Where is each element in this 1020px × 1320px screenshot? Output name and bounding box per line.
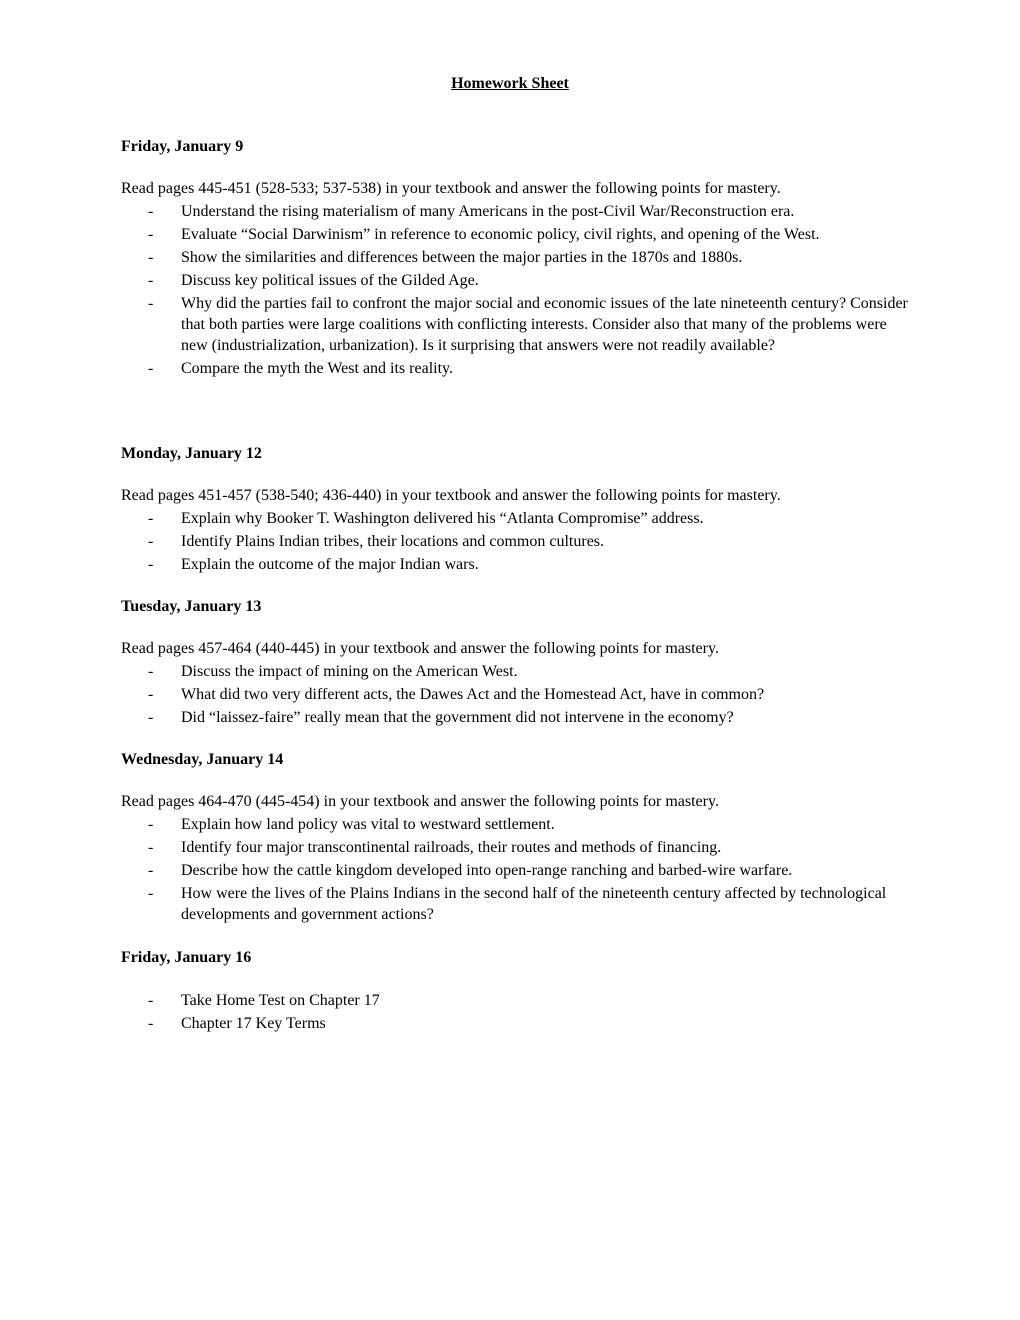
list-item — [121, 270, 911, 291]
dash-bullet-icon: - — [148, 533, 154, 550]
list-item-text: Understand the rising materialism of many Americans in the post-Civil War/Reconstruction era. — [181, 203, 795, 220]
list-item — [121, 1013, 911, 1034]
section-heading: Monday, January 12 — [121, 445, 262, 462]
list-item-text: Discuss the impact of mining on the American West. — [181, 663, 518, 680]
list-item-text: How were the lives of the Plains Indians in the second half of the nineteenth century affected by technological developments and government actions? — [181, 885, 887, 923]
dash-bullet-icon: - — [148, 839, 154, 856]
list-item — [121, 707, 911, 728]
list-item-text: Evaluate “Social Darwinism” in reference to economic policy, civil rights, and opening of the West. — [181, 226, 820, 243]
dash-bullet-icon: - — [148, 992, 154, 1009]
list-item-text: Explain why Booker T. Washington delivered his “Atlanta Compromise” address. — [181, 510, 704, 527]
list-item-text: Did “laissez-faire” really mean that the government did not intervene in the economy? — [181, 709, 734, 726]
list-item — [121, 554, 911, 575]
dash-bullet-icon: - — [148, 249, 154, 266]
list-item-text: Explain how land policy was vital to westward settlement. — [181, 816, 555, 833]
section-heading: Friday, January 16 — [121, 949, 252, 966]
list-item-text: Compare the myth the West and its reality. — [181, 360, 453, 377]
list-item-text: Chapter 17 Key Terms — [181, 1015, 326, 1032]
dash-bullet-icon: - — [148, 709, 154, 726]
list-item — [121, 661, 911, 682]
list-item — [121, 358, 911, 379]
list-item — [121, 508, 911, 529]
list-item-text: Describe how the cattle kingdom developed into open-range ranching and barbed-wire warfare. — [181, 862, 793, 879]
dash-bullet-icon: - — [148, 272, 154, 289]
bullet-list — [121, 814, 911, 927]
list-item — [121, 883, 911, 925]
dash-bullet-icon: - — [148, 226, 154, 243]
list-item-text: Identify four major transcontinental railroads, their routes and methods of financing. — [181, 839, 722, 856]
list-item-text: Identify Plains Indian tribes, their locations and common cultures. — [181, 533, 605, 550]
list-item-text: Discuss key political issues of the Gilded Age. — [181, 272, 479, 289]
list-item — [121, 837, 911, 858]
list-item-text: What did two very different acts, the Dawes Act and the Homestead Act, have in common? — [181, 686, 765, 703]
list-item — [121, 293, 911, 356]
bullet-list — [121, 201, 911, 381]
list-item-text: Explain the outcome of the major Indian wars. — [181, 556, 479, 573]
section-heading: Wednesday, January 14 — [121, 751, 284, 768]
dash-bullet-icon: - — [148, 360, 154, 377]
list-item — [121, 860, 911, 881]
list-item — [121, 247, 911, 268]
list-item — [121, 531, 911, 552]
dash-bullet-icon: - — [148, 885, 154, 902]
section-heading: Friday, January 9 — [121, 138, 244, 155]
dash-bullet-icon: - — [148, 816, 154, 833]
page-title: Homework Sheet — [451, 75, 569, 92]
dash-bullet-icon: - — [148, 862, 154, 879]
dash-bullet-icon: - — [148, 686, 154, 703]
dash-bullet-icon: - — [148, 295, 154, 312]
list-item-text: Show the similarities and differences between the major parties in the 1870s and 1880s. — [181, 249, 743, 266]
list-item — [121, 814, 911, 835]
list-item-text: Why did the parties fail to confront the major social and economic issues of the late nineteenth century? Consider that both parties were large coalitions with conflicting interests. Consider also that many of the problems were new (industrialization, urbanization). Is it surprising that answers were not readily available? — [181, 295, 908, 354]
bullet-list — [121, 990, 911, 1036]
dash-bullet-icon: - — [148, 1015, 154, 1032]
bullet-list — [121, 661, 911, 730]
section-heading: Tuesday, January 13 — [121, 598, 262, 615]
list-item — [121, 224, 911, 245]
dash-bullet-icon: - — [148, 510, 154, 527]
list-item — [121, 990, 911, 1011]
dash-bullet-icon: - — [148, 203, 154, 220]
section-intro: Read pages 464-470 (445-454) in your textbook and answer the following points for mastery. — [121, 793, 719, 810]
list-item — [121, 201, 911, 222]
dash-bullet-icon: - — [148, 556, 154, 573]
list-item-text: Take Home Test on Chapter 17 — [181, 992, 380, 1009]
section-intro: Read pages 457-464 (440-445) in your textbook and answer the following points for mastery. — [121, 640, 719, 657]
section-intro: Read pages 445-451 (528-533; 537-538) in your textbook and answer the following points for mastery. — [121, 180, 781, 197]
section-intro: Read pages 451-457 (538-540; 436-440) in your textbook and answer the following points for mastery. — [121, 487, 781, 504]
list-item — [121, 684, 911, 705]
bullet-list — [121, 508, 911, 577]
dash-bullet-icon: - — [148, 663, 154, 680]
